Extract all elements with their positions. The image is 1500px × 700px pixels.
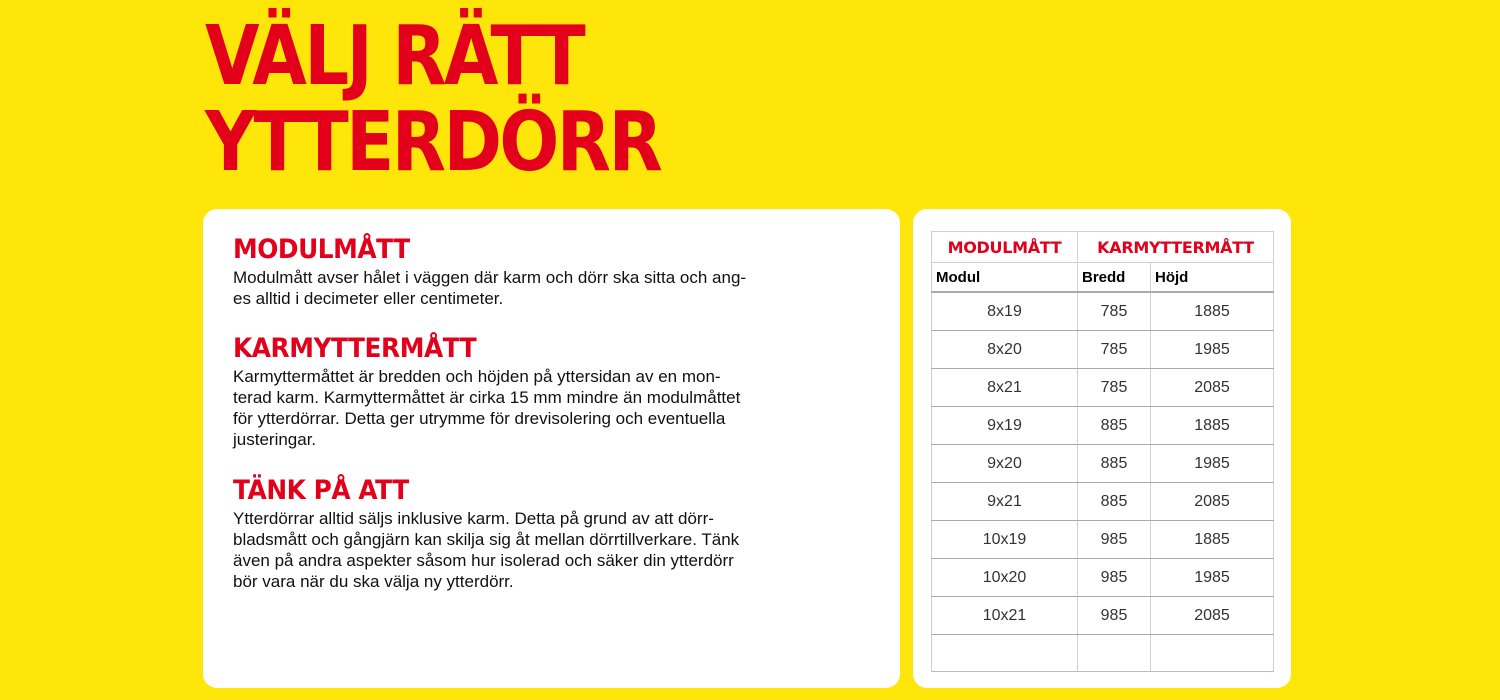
header-bredd: Bredd [1078, 263, 1151, 293]
table-sub-header-row [932, 263, 1274, 293]
cell-bredd: 885 [1078, 407, 1151, 445]
section-heading: MODULMÅTT [233, 234, 410, 265]
cell-hojd: 1885 [1151, 521, 1274, 559]
cell-hojd: 1985 [1151, 559, 1274, 597]
cell-modul: 8x21 [932, 369, 1078, 407]
table-row [932, 331, 1274, 369]
section-karmyttermatt [233, 332, 833, 450]
body-line: terad karm. Karmyttermåttet är cirka 15 mm mindre än modulmåttet [233, 388, 741, 407]
section-body [233, 267, 833, 309]
title-line-2: YTTERDÖRR [205, 95, 661, 190]
table-row [932, 407, 1274, 445]
section-modulmatt [233, 233, 833, 309]
cell-modul: 10x19 [932, 521, 1078, 559]
header-karmyttermatt: KARMYTTERMÅTT [1078, 232, 1274, 263]
cell-modul: 8x19 [932, 292, 1078, 331]
cell-modul: 10x21 [932, 597, 1078, 635]
cell-hojd: 2085 [1151, 483, 1274, 521]
body-line: es alltid i decimeter eller centimeter. [233, 289, 504, 308]
body-line: bladsmått och gångjärn kan skilja sig åt mellan dörrtillverkare. Tänk [233, 530, 740, 549]
body-line: för ytterdörrar. Detta ger utrymme för drevisolering och eventuella [233, 409, 726, 428]
body-line: justeringar. [233, 430, 317, 449]
info-card [203, 209, 900, 688]
size-table-wrap [931, 231, 1273, 672]
cell-empty [1151, 635, 1274, 672]
cell-bredd: 885 [1078, 483, 1151, 521]
table-row [932, 559, 1274, 597]
body-line: Ytterdörrar alltid säljs inklusive karm. Detta på grund av att dörr- [233, 509, 714, 528]
cell-bredd: 785 [1078, 292, 1151, 331]
cell-bredd: 785 [1078, 369, 1151, 407]
body-line: Karmyttermåttet är bredden och höjden på yttersidan av en mon- [233, 367, 721, 386]
title-line-1: VÄLJ RÄTT [205, 9, 584, 104]
size-table-card [913, 209, 1291, 688]
cell-bredd: 785 [1078, 331, 1151, 369]
cell-modul: 9x21 [932, 483, 1078, 521]
table-row [932, 292, 1274, 331]
header-hojd: Höjd [1151, 263, 1274, 293]
section-body [233, 366, 833, 450]
cell-bredd: 985 [1078, 521, 1151, 559]
cell-hojd: 1885 [1151, 292, 1274, 331]
cell-hojd: 1885 [1151, 407, 1274, 445]
cell-empty [932, 635, 1078, 672]
section-body [233, 508, 833, 592]
cell-bredd: 985 [1078, 597, 1151, 635]
header-modul: Modul [932, 263, 1078, 293]
body-line: även på andra aspekter såsom hur isolerad och säker din ytterdörr [233, 551, 734, 570]
cell-bredd: 885 [1078, 445, 1151, 483]
cell-empty [1078, 635, 1151, 672]
cell-modul: 10x20 [932, 559, 1078, 597]
page-title [205, 9, 661, 190]
table-row [932, 369, 1274, 407]
body-line: Modulmått avser hålet i väggen där karm och dörr ska sitta och ang- [233, 268, 747, 287]
table-group-header-row [932, 232, 1274, 263]
cell-modul: 9x20 [932, 445, 1078, 483]
header-modulmatt: MODULMÅTT [932, 232, 1078, 263]
cell-bredd: 985 [1078, 559, 1151, 597]
cell-hojd: 1985 [1151, 331, 1274, 369]
cell-hojd: 2085 [1151, 597, 1274, 635]
cell-modul: 9x19 [932, 407, 1078, 445]
section-heading: KARMYTTERMÅTT [233, 333, 477, 364]
cell-hojd: 1985 [1151, 445, 1274, 483]
section-tank-pa-att [233, 474, 833, 592]
section-heading: TÄNK PÅ ATT [233, 475, 409, 506]
size-table [931, 231, 1274, 672]
cell-modul: 8x20 [932, 331, 1078, 369]
table-row [932, 483, 1274, 521]
table-row [932, 445, 1274, 483]
table-row [932, 521, 1274, 559]
body-line: bör vara när du ska välja ny ytterdörr. [233, 572, 514, 591]
cell-hojd: 2085 [1151, 369, 1274, 407]
table-row-empty [932, 635, 1274, 672]
table-row [932, 597, 1274, 635]
